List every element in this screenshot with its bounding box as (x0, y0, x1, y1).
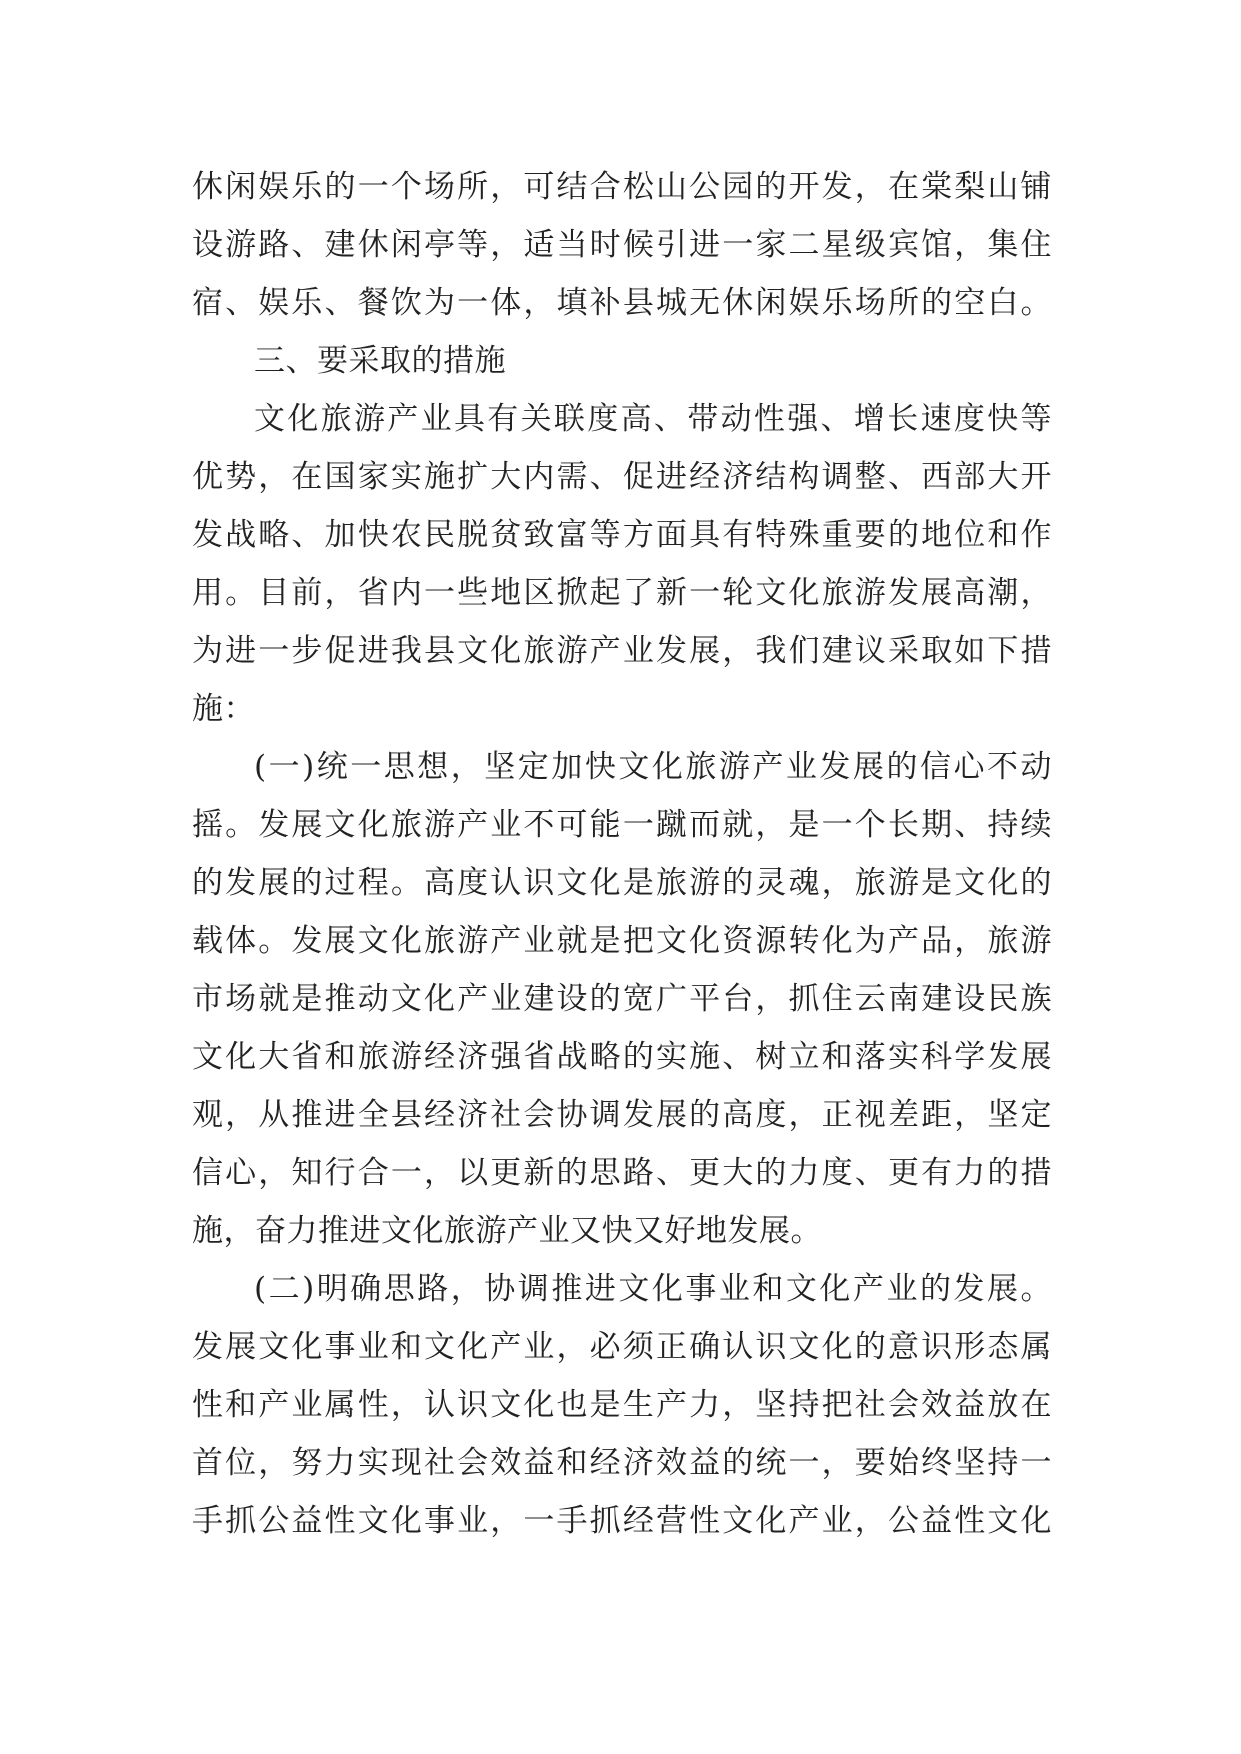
text-line: 休闲娱乐的一个场所，可结合松山公园的开发，在棠梨山铺 (192, 169, 1052, 205)
text-line: 摇。发展文化旅游产业不可能一蹴而就，是一个长期、持续 (192, 807, 1052, 843)
text-line: 信心，知行合一，以更新的思路、更大的力度、更有力的措 (192, 1155, 1052, 1191)
body-text (192, 158, 1052, 1550)
text-line: 载体。发展文化旅游产业就是把文化资源转化为产品，旅游 (192, 923, 1052, 959)
text-line: (一)统一思想，坚定加快文化旅游产业发展的信心不动 (254, 749, 1052, 785)
text-line: 首位，努力实现社会效益和经济效益的统一，要始终坚持一 (192, 1445, 1052, 1481)
text-line: 为进一步促进我县文化旅游产业发展，我们建议采取如下措 (192, 633, 1052, 669)
text-line: 市场就是推动文化产业建设的宽广平台，抓住云南建设民族 (192, 981, 1052, 1017)
text-line: 设游路、建休闲亭等，适当时候引进一家二星级宾馆，集住 (192, 227, 1052, 263)
text-line: 三、要采取的措施 (254, 343, 506, 379)
text-line: 宿、娱乐、餐饮为一体，填补县城无休闲娱乐场所的空白。 (192, 285, 1052, 321)
text-line: 发展文化事业和文化产业，必须正确认识文化的意识形态属 (192, 1329, 1052, 1365)
text-line: 施： (192, 691, 255, 727)
text-line: 施，奋力推进文化旅游产业又快又好地发展。 (192, 1213, 822, 1249)
text-line: 文化旅游产业具有关联度高、带动性强、增长速度快等 (254, 401, 1052, 437)
text-line: 发战略、加快农民脱贫致富等方面具有特殊重要的地位和作 (192, 517, 1052, 553)
text-line: 用。目前，省内一些地区掀起了新一轮文化旅游发展高潮， (192, 575, 1052, 611)
text-line: 的发展的过程。高度认识文化是旅游的灵魂，旅游是文化的 (192, 865, 1052, 901)
text-line: 优势，在国家实施扩大内需、促进经济结构调整、西部大开 (192, 459, 1052, 495)
text-line: (二)明确思路，协调推进文化事业和文化产业的发展。 (254, 1271, 1052, 1307)
text-line: 文化大省和旅游经济强省战略的实施、树立和落实科学发展 (192, 1039, 1052, 1075)
text-line: 手抓公益性文化事业，一手抓经营性文化产业，公益性文化 (192, 1503, 1052, 1539)
text-line: 性和产业属性，认识文化也是生产力，坚持把社会效益放在 (192, 1387, 1052, 1423)
text-line: 观，从推进全县经济社会协调发展的高度，正视差距，坚定 (192, 1097, 1052, 1133)
